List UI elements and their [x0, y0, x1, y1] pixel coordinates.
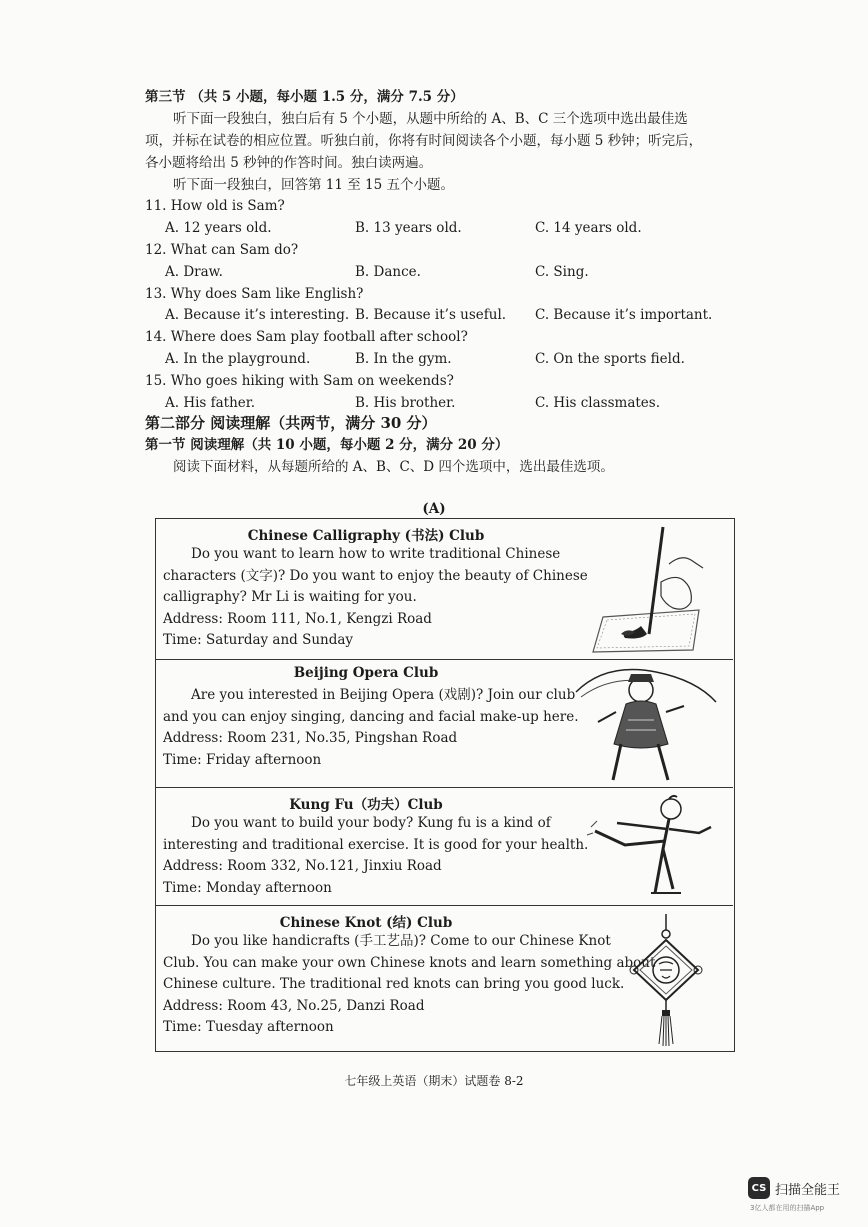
instruction-line: 项，并标在试卷的相应位置。听独白前，你将有时间阅读各个小题，每小题 5 秒钟；听完后，: [145, 133, 703, 149]
club-description: [163, 931, 656, 1039]
option-a: A. In the playground.: [165, 351, 311, 367]
club-time: Time: Monday afternoon: [163, 879, 332, 896]
part2-subheading: 第一节 阅读理解（共 10 小题，每小题 2 分，满分 20 分）: [145, 437, 509, 453]
club-text-line: Do you want to learn how to write traditional Chinese: [191, 546, 561, 562]
club-kung-fu: [156, 787, 733, 905]
club-chinese-knot: [156, 905, 733, 1051]
club-time: Time: Tuesday afternoon: [163, 1019, 334, 1035]
instruction-line: 听下面一段独白，独白后有 5 个小题，从题中所给的 A、B、C 三个选项中选出最佳选: [173, 111, 688, 127]
option-c: C. On the sports field.: [535, 351, 685, 367]
option-c: C. His classmates.: [535, 395, 661, 411]
part2-instruction: 阅读下面材料，从每题所给的 A、B、C、D 四个选项中，选出最佳选项。: [173, 459, 614, 475]
club-text-line: interesting and traditional exercise. It is good for your health.: [163, 836, 589, 853]
question-11: 11. How old is Sam?: [145, 198, 285, 214]
club-text-line: and you can enjoy singing, dancing and facial make-up here.: [163, 708, 579, 725]
page-footer: 七年级上英语（期末）试题卷 8-2: [344, 1074, 524, 1088]
option-a: A. 12 years old.: [165, 220, 272, 236]
option-a: A. Because it’s interesting.: [165, 307, 350, 323]
club-time: Time: Saturday and Sunday: [163, 632, 354, 648]
club-text-line: Do you like handicrafts (手工艺品)? Come to our Chinese Knot: [191, 933, 611, 949]
option-a: A. Draw.: [165, 264, 223, 280]
club-address: Address: Room 111, No.1, Kengzi Road: [163, 610, 432, 627]
option-b: B. 13 years old.: [355, 220, 462, 236]
section3-heading: 第三节 （共 5 小题，每小题 1.5 分，满分 7.5 分）: [145, 89, 464, 105]
club-address: Address: Room 231, No.35, Pingshan Road: [163, 730, 458, 746]
club-text-line: Are you interested in Beijing Opera (戏剧)? Join our club: [191, 687, 576, 703]
option-b: B. His brother.: [355, 395, 456, 411]
question-14: 14. Where does Sam play football after school?: [145, 329, 468, 345]
opera-performer-icon: [566, 662, 731, 784]
instruction-line: 听下面一段独白，回答第 11 至 15 五个小题。: [173, 177, 455, 193]
club-address: Address: Room 332, No.121, Jinxiu Road: [163, 858, 442, 874]
option-a: A. His father.: [165, 395, 256, 411]
question-15: 15. Who goes hiking with Sam on weekends?: [145, 373, 454, 389]
question-12: 12. What can Sam do?: [145, 242, 299, 258]
club-description: [163, 813, 589, 899]
option-b: B. Dance.: [355, 264, 421, 280]
part2-heading: 第二部分 阅读理解（共两节，满分 30 分）: [145, 414, 437, 432]
cs-logo-icon: CS: [748, 1177, 770, 1199]
club-text-line: characters (文字)? Do you want to enjoy the beauty of Chinese: [163, 567, 588, 584]
option-c: C. Sing.: [535, 264, 589, 280]
passage-label: (A): [422, 501, 446, 517]
club-text-line: Do you want to build your body? Kung fu is a kind of: [191, 815, 551, 831]
club-description: [163, 544, 588, 652]
club-text-line: Club. You can make your own Chinese knots and learn something about: [163, 954, 656, 971]
kung-fu-kick-icon: [581, 793, 721, 901]
club-title: Kung Fu（功夫）Club: [289, 797, 443, 813]
option-b: B. In the gym.: [355, 351, 452, 367]
club-text-line: calligraphy? Mr Li is waiting for you.: [163, 589, 417, 605]
club-title: Chinese Calligraphy (书法) Club: [247, 528, 485, 544]
club-time: Time: Friday afternoon: [163, 751, 322, 768]
club-calligraphy: [156, 519, 733, 659]
watermark-tagline: 3亿人都在用的扫描App: [750, 1204, 825, 1212]
scanner-watermark: [748, 1177, 840, 1199]
calligraphy-brush-icon: [581, 522, 706, 654]
chinese-knot-icon: [626, 914, 706, 1048]
question-13: 13. Why does Sam like English?: [145, 286, 364, 302]
club-address: Address: Room 43, No.25, Danzi Road: [163, 997, 425, 1014]
option-c: C. 14 years old.: [535, 220, 642, 236]
club-text-line: Chinese culture. The traditional red knots can bring you good luck.: [163, 976, 625, 992]
club-title: Beijing Opera Club: [293, 665, 439, 681]
club-title: Chinese Knot (结) Club: [279, 915, 453, 931]
clubs-table: [155, 518, 735, 1052]
club-description: [163, 685, 579, 771]
club-beijing-opera: [156, 659, 733, 787]
instruction-line: 各小题将给出 5 秒钟的作答时间。独白读两遍。: [145, 155, 433, 171]
option-c: C. Because it’s important.: [535, 307, 713, 323]
option-b: B. Because it’s useful.: [355, 307, 507, 323]
watermark-name: 扫描全能王: [775, 1182, 841, 1198]
